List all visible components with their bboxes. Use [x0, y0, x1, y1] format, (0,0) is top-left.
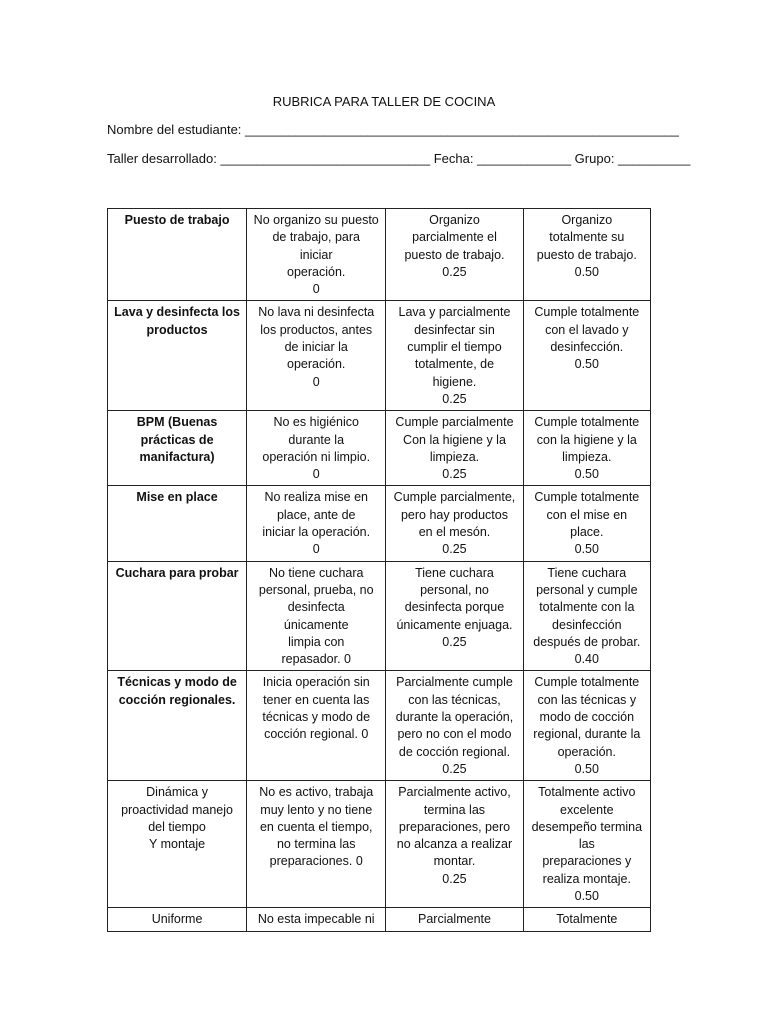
level-mid-text: Tiene cuchara personal, no desinfecta porque únicamente enjuaga. 0.25: [396, 565, 513, 649]
level-mid-cell: [386, 561, 523, 671]
level-high-cell: [523, 908, 650, 931]
level-high-text: Cumple totalmente con el mise en place. 0.50: [534, 490, 640, 557]
level-high-text: Cumple totalmente con las técnicas y modo de cocción regional, durante la operación. 0.50: [533, 675, 641, 776]
level-low-text: No organizo su puesto de trabajo, para iniciar operación. 0: [253, 213, 379, 297]
table-row: [108, 209, 651, 301]
level-low-text: No esta impecable ni: [257, 912, 375, 927]
criterion-label: BPM (Buenas prácticas de manifactura): [136, 415, 218, 464]
table-row: [108, 781, 651, 908]
rubric-table: [107, 208, 651, 932]
level-mid-cell: [386, 411, 523, 486]
level-mid-cell: [386, 301, 523, 411]
criterion-label: Puesto de trabajo: [124, 213, 230, 227]
criterion-label: Mise en place: [136, 490, 218, 505]
level-high-text: Totalmente: [556, 912, 618, 927]
level-low-cell: [247, 209, 386, 301]
level-high-text: Organizo totalmente su puesto de trabajo. 0.50: [536, 213, 637, 279]
level-low-text: No realiza mise en place, ante de iniciar la operación. 0: [262, 490, 371, 557]
criterion-cell: [108, 486, 247, 561]
criterion-cell: [108, 781, 247, 908]
level-mid-text: Lava y parcialmente desinfectar sin cumplir el tiempo totalmente, de higiene. 0.25: [398, 305, 511, 406]
criterion-label: Cuchara para probar: [115, 565, 239, 580]
criterion-label: Dinámica y proactividad manejo del tiempo Y montaje: [121, 785, 233, 852]
level-mid-cell: [386, 908, 523, 931]
workshop-date-group-line: Taller desarrollado: _____________________________ Fecha: _____________ Grupo: __________: [107, 151, 691, 166]
level-high-cell: [523, 301, 650, 411]
criterion-cell: [108, 561, 247, 671]
level-mid-text: Cumple parcialmente Con la higiene y la limpieza. 0.25: [395, 415, 514, 482]
level-mid-text: Organizo parcialmente el puesto de trabajo. 0.25: [404, 213, 505, 279]
level-high-text: Cumple totalmente con la higiene y la limpieza. 0.50: [534, 415, 640, 482]
level-high-cell: [523, 561, 650, 671]
level-low-cell: [247, 908, 386, 931]
level-mid-text: Parcialmente: [418, 912, 491, 927]
criterion-cell: [108, 411, 247, 486]
criterion-label: Uniforme: [151, 912, 203, 927]
level-high-cell: [523, 209, 650, 301]
level-high-cell: [523, 411, 650, 486]
level-high-text: Totalmente activo excelente desempeño termina las preparaciones y realiza montaje. 0.50: [531, 785, 643, 903]
level-high-cell: [523, 671, 650, 781]
level-mid-cell: [386, 486, 523, 561]
level-mid-cell: [386, 671, 523, 781]
criterion-cell: [108, 301, 247, 411]
criterion-label: Lava y desinfecta los productos: [114, 305, 240, 337]
student-name-line: Nombre del estudiante: ____________________________________________________________: [107, 122, 679, 137]
level-low-text: No lava ni desinfecta los productos, antes de iniciar la operación. 0: [258, 305, 375, 389]
table-row: [108, 908, 651, 931]
level-mid-cell: [386, 209, 523, 301]
level-low-cell: [247, 671, 386, 781]
level-low-cell: [247, 411, 386, 486]
level-mid-cell: [386, 781, 523, 908]
level-low-text: Inicia operación sin tener en cuenta las técnicas y modo de cocción regional. 0: [262, 675, 371, 742]
level-low-cell: [247, 301, 386, 411]
page-title: RUBRICA PARA TALLER DE COCINA: [272, 94, 496, 109]
criterion-cell: [108, 671, 247, 781]
level-mid-text: Parcialmente cumple con las técnicas, durante la operación, pero no con el modo de cocción regional. 0.25: [395, 675, 514, 776]
level-low-text: No es activo, trabaja muy lento y no tiene en cuenta el tiempo, no termina las preparaciones. 0: [259, 785, 374, 869]
table-row: [108, 301, 651, 411]
criterion-cell: [108, 209, 247, 301]
table-row: [108, 411, 651, 486]
table-row: [108, 671, 651, 781]
level-high-text: Tiene cuchara personal y cumple totalmente con la desinfección después de probar. 0.40: [533, 565, 641, 667]
level-high-text: Cumple totalmente con el lavado y desinfección. 0.50: [534, 305, 640, 372]
level-low-text: No es higiénico durante la operación ni limpio. 0: [262, 415, 371, 482]
table-row: [108, 561, 651, 671]
level-mid-text: Parcialmente activo, termina las preparaciones, pero no alcanza a realizar montar. 0.25: [396, 785, 513, 886]
criterion-label: Técnicas y modo de cocción regionales.: [117, 675, 237, 707]
level-low-text: No tiene cuchara personal, prueba, no desinfecta únicamente limpia con repasador. 0: [258, 565, 374, 667]
level-high-cell: [523, 781, 650, 908]
level-high-cell: [523, 486, 650, 561]
level-mid-text: Cumple parcialmente, pero hay productos en el mesón. 0.25: [393, 490, 516, 557]
level-low-cell: [247, 561, 386, 671]
criterion-cell: [108, 908, 247, 931]
level-low-cell: [247, 486, 386, 561]
level-low-cell: [247, 781, 386, 908]
table-row: [108, 486, 651, 561]
